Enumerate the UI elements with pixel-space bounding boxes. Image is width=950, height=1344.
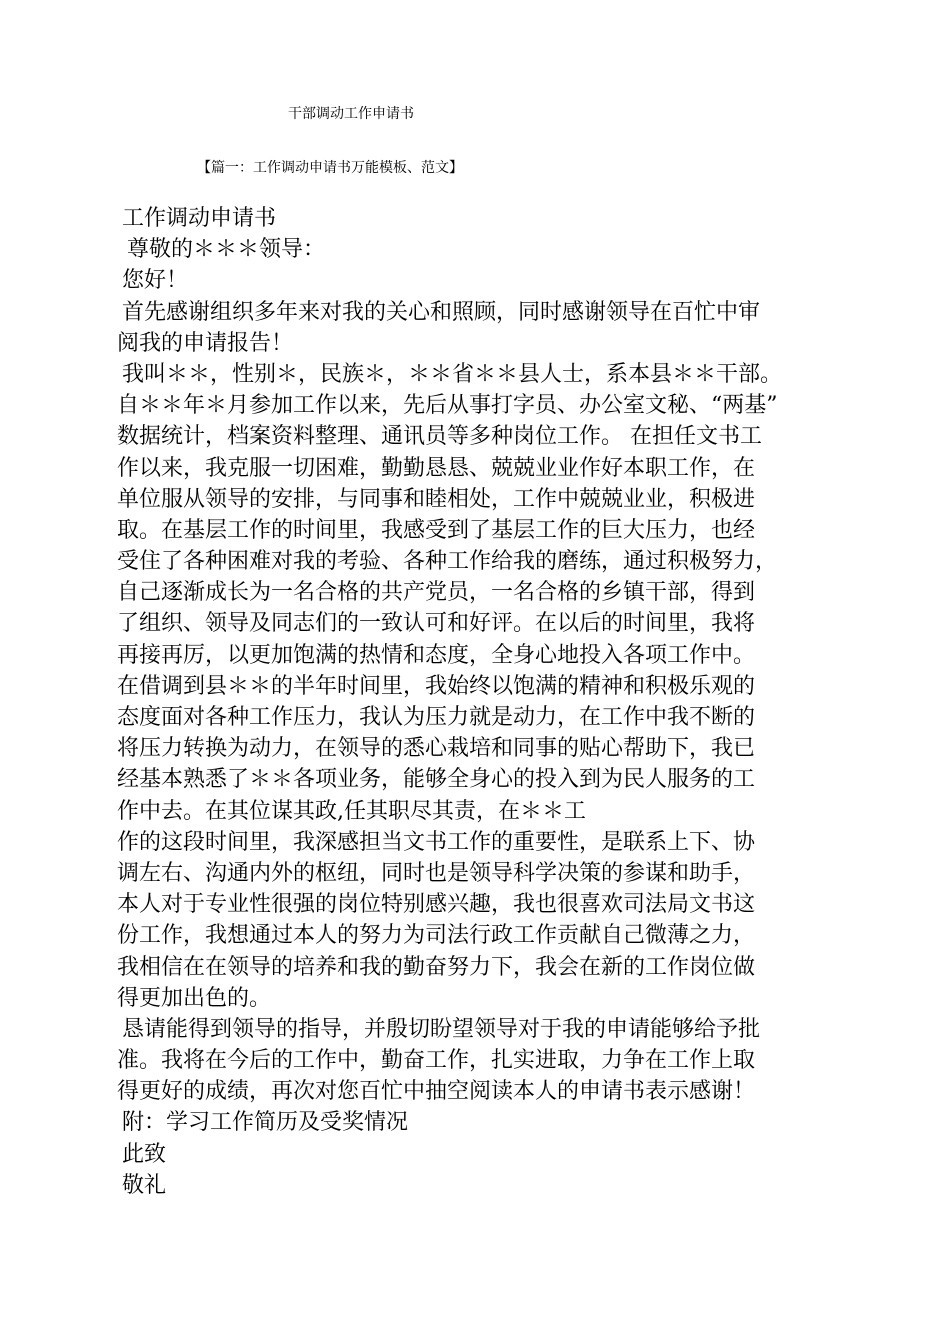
body-line: 数据统计，档案资料整理、通讯员等多种岗位工作。 在担任文书工 [117,424,762,450]
attachment-line: 附：学习工作简历及受奖情况 [122,1110,409,1136]
body-line: 首先感谢组织多年来对我的关心和照顾，同时感谢领导在百忙中审 [122,299,761,325]
body-line: 我叫＊＊，性别＊，民族＊，＊＊省＊＊县人士，系本县＊＊干部。 [122,361,783,387]
body-line: 作的这段时间里，我深感担当文书工作的重要性，是联系上下、协 [117,829,756,855]
body-line: 作以来，我克服一切困难，勤勤恳恳、兢兢业业作好本职工作，在 [117,455,756,481]
body-line: 恳请能得到领导的指导，并殷切盼望领导对于我的申请能够给予批 [122,1016,761,1042]
document-body [0,203,950,1201]
body-line: 我相信在在领导的培养和我的勤奋努力下，我会在新的工作岗位做 [117,954,756,980]
closing-line: 此致 [122,1141,167,1167]
body-line: 了组织、领导及同志们的一致认可和好评。在以后的时间里，我将 [117,611,756,637]
body-line: 取。在基层工作的时间里，我感受到了基层工作的巨大压力，也经 [117,517,756,543]
body-line: 作中去。在其位谋其政,任其职尽其责，在＊＊工 [117,798,586,824]
closing-line: 敬礼 [122,1172,167,1198]
body-line: 自＊＊年＊月参加工作以来，先后从事打字员、办公室文秘、“两基” [117,393,778,419]
body-line: 准。我将在今后的工作中，勤奋工作，扎实进取，力争在工作上取 [117,1048,756,1074]
body-line: 单位服从领导的安排，与同事和睦相处，工作中兢兢业业，积极进 [117,486,756,512]
body-line: 得更好的成绩，再次对您百忙中抽空阅读本人的申请书表示感谢！ [117,1079,756,1105]
body-line: 受住了各种困难对我的考验、各种工作给我的磨练，通过积极努力， [117,549,778,575]
body-line: 调左右、沟通内外的枢纽，同时也是领导科学决策的参谋和助手， [117,860,756,886]
letter-heading: 工作调动申请书 [122,206,277,231]
body-line: 经基本熟悉了＊＊各项业务，能够全身心的投入到为民人服务的工 [117,767,756,793]
body-line: 本人对于专业性很强的岗位特别感兴趣，我也很喜欢司法局文书这 [117,892,756,918]
body-line: 自己逐渐成长为一名合格的共产党员，一名合格的乡镇干部，得到 [117,580,756,606]
body-line: 阅我的申请报告！ [117,330,294,356]
salutation-line: 尊敬的＊＊＊领导： [127,237,326,263]
document-subtitle: 【篇一：工作调动申请书万能模板、范文】 [197,160,463,176]
body-line: 再接再厉，以更加饱满的热情和态度，全身心地投入各项工作中。 [117,642,756,668]
document-title: 干部调动工作申请书 [288,106,414,122]
body-line: 在借调到县＊＊的半年时间里，我始终以饱满的精神和积极乐观的 [117,673,756,699]
body-line: 态度面对各种工作压力，我认为压力就是动力，在工作中我不断的 [117,705,756,730]
body-line: 将压力转换为动力，在领导的悉心栽培和同事的贴心帮助下，我已 [117,736,756,762]
greeting-line: 您好！ [122,268,189,294]
body-line: 得更加出色的。 [117,985,272,1011]
body-line: 份工作，我想通过本人的努力为司法行政工作贡献自己微薄之力， [117,923,756,949]
